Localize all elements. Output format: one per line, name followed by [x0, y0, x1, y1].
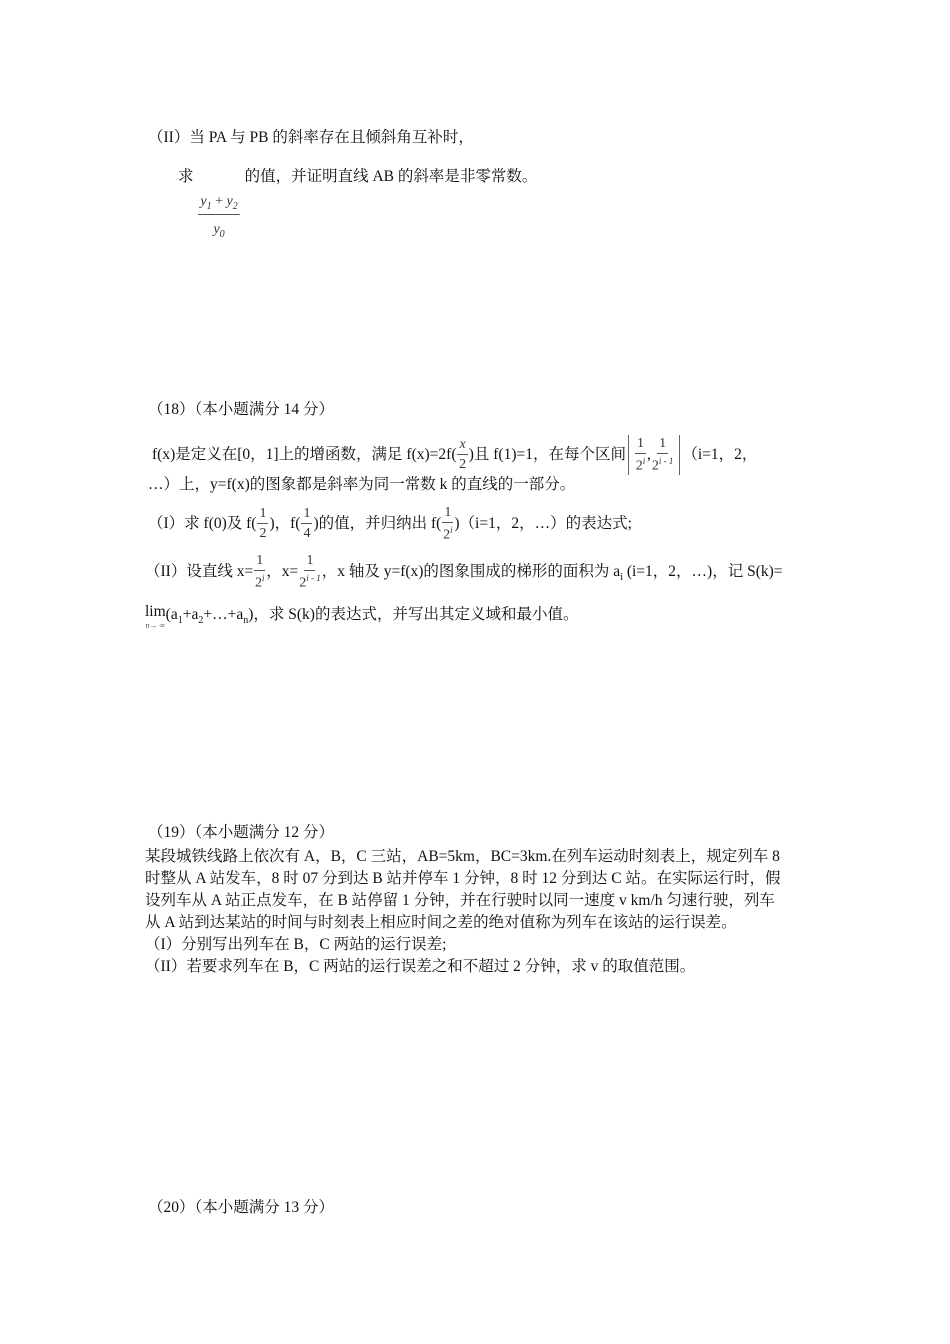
p20-header: （20）（本小题满分 13 分） — [148, 1199, 335, 1216]
p17-prefix: 求 — [178, 168, 194, 185]
p18-limit-line: lim n→ ∞ $(a_1+a_2+\dots+a_n)$，求 S(k)的表达式，并写出其定义域和最小值。 — [145, 603, 579, 630]
p19-line: 从 A 站到达某站的时间与时刻表上相应时间之差的绝对值称为列车在该站的运行误差。 — [145, 914, 737, 931]
p19-line: 设列车从 A 站正点发车，在 B 站停留 1 分钟，并在行驶时以同一速度 v km/h 匀速行驶，列车 — [145, 892, 775, 909]
p18-interval-bracket: $\frac{1}{2^i}$ , $\frac{1}{2^{i - 1}}$ — [628, 435, 680, 475]
p18-question2: （II）设直线 x= $\frac{1}{2^i}$ ，x= $\frac{1}{2^{i - 1}}$ ，x 轴及 y=f(x)的图象围成的梯形的面积为 $a_i$ (i=1，2，…)，记 S(k)= — [145, 553, 783, 591]
limit-operator: lim n→ ∞ — [145, 603, 166, 630]
p17-q2-line: （II）当 PA 与 PB 的斜率存在且倾斜角互补时， — [148, 129, 474, 146]
p19-body — [145, 846, 810, 978]
p19-question1: （I）分别写出列车在 B，C 两站的运行误差; — [145, 936, 447, 953]
p17-fraction — [198, 195, 239, 240]
p19-header: （19）（本小题满分 12 分） — [148, 824, 335, 841]
p19-line: 某段城铁线路上依次有 A，B，C 三站，AB=5km，BC=3km.在列车运动时刻表上，规定列车 8 — [145, 848, 780, 865]
p19-line: 时整从 A 站发车，8 时 07 分到达 B 站并停车 1 分钟，8 时 12 分到达 C 站。在实际运行时，假 — [145, 870, 781, 887]
p17-suffix: 的值，并证明直线 AB 的斜率是非零常数。 — [244, 168, 538, 185]
p18-question1: （I）求 f(0)及 f( $\frac{1}{2}$ )，f( $\frac{1}{4}$ )的值，并归纳出 f( $\frac{1}{2^i}$ )（i=1，2，…）的表达式; — [148, 505, 632, 543]
p18-frac-x-over-2: $\frac{x}{2}$ — [459, 437, 467, 473]
p19-question2: （II）若要求列车在 B，C 两站的运行误差之和不超过 2 分钟，求 v 的取值范围。 — [145, 958, 696, 975]
p17-q2-formula-line — [178, 166, 537, 240]
p18-header: （18）（本小题满分 14 分） — [148, 401, 335, 418]
p17-fraction-denominator: $y_0$ — [213, 221, 225, 240]
p18-line2: …）上，y=f(x)的图象都是斜率为同一常数 k 的直线的一部分。 — [148, 476, 576, 493]
p18-line1: f(x)是定义在[0，1]上的增函数，满足 f(x)=2f( $\frac{x}{2}$ )且 f(1)=1，在每个区间 $\frac{1}{2^i}$ , $\frac{1}{2^{i - 1}}$ （i=1，2， — [152, 436, 758, 474]
p17-fraction-numerator: $y_1 + y_2$ — [198, 195, 239, 215]
